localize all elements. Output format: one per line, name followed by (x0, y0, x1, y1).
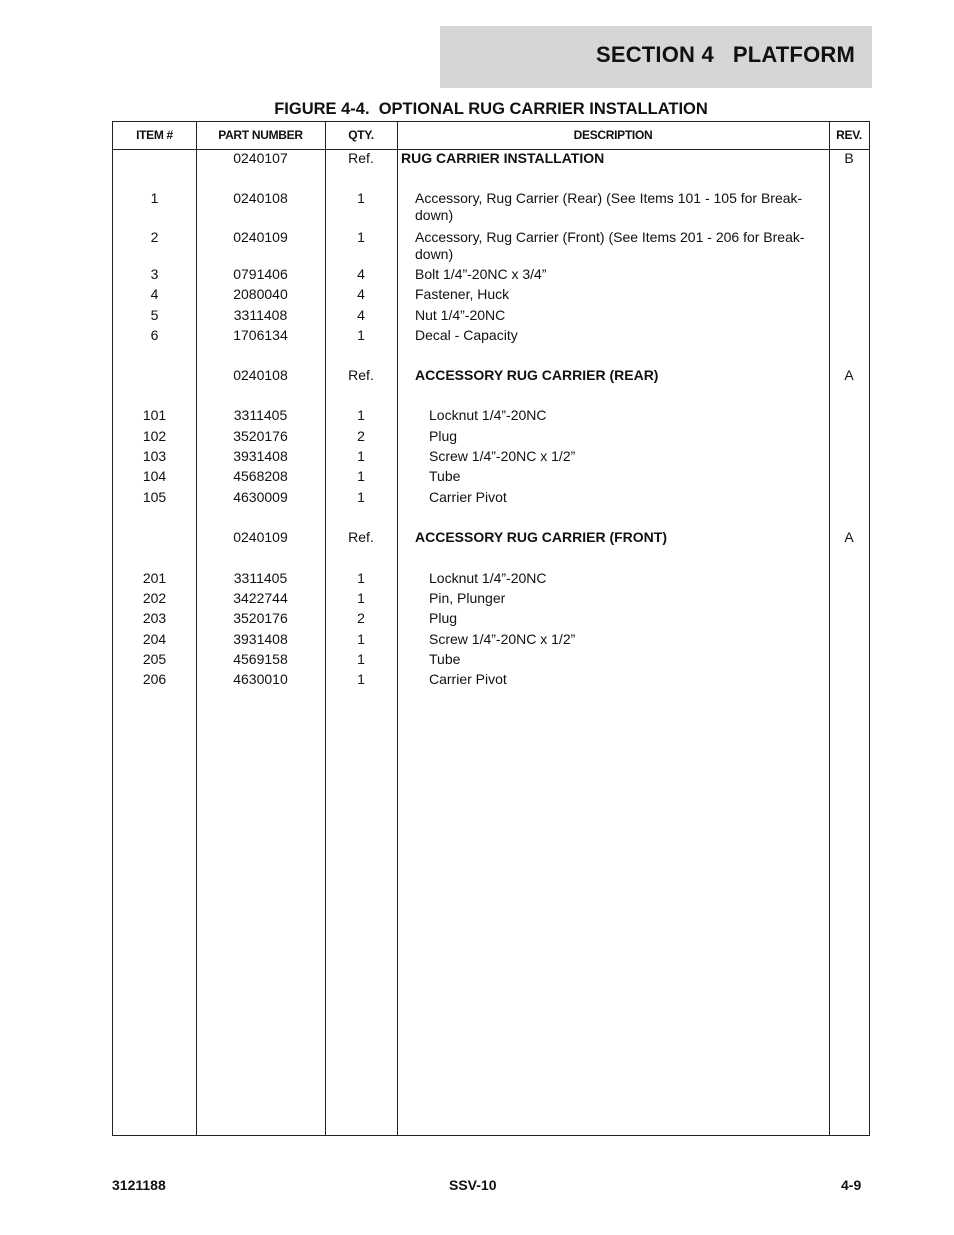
quantity-cell: 1 (357, 190, 365, 206)
description-cell: Plug (429, 428, 458, 444)
part-number-cell: 3311408 (233, 307, 288, 323)
revision-cell: B (844, 150, 854, 166)
part-number-cell: 3422744 (233, 590, 288, 606)
item-number-cell: 3 (150, 266, 159, 282)
part-number-cell: 4630009 (233, 489, 288, 505)
part-number-cell: 4630010 (233, 671, 288, 687)
part-number-cell: 4568208 (233, 468, 288, 484)
quantity-cell: 1 (357, 407, 365, 423)
section-header-box (440, 26, 872, 88)
description-cell: Screw 1/4”-20NC x 1/2” (429, 631, 576, 647)
quantity-cell: 1 (357, 229, 365, 245)
part-number-cell: 2080040 (233, 286, 288, 302)
description-cell: ACCESSORY RUG CARRIER (REAR) (415, 367, 659, 383)
item-number-cell: 6 (150, 327, 159, 343)
quantity-cell: 4 (357, 286, 365, 302)
part-number-cell: 3311405 (233, 570, 288, 586)
quantity-cell: Ref. (348, 367, 374, 383)
item-number-cell: 203 (142, 610, 167, 626)
part-number-cell: 3931408 (233, 631, 288, 647)
quantity-cell: 1 (357, 489, 365, 505)
quantity-cell: 2 (357, 428, 365, 444)
description-cell: Nut 1/4”-20NC (415, 307, 506, 323)
part-number-cell: 0240108 (233, 190, 288, 206)
quantity-cell: Ref. (348, 150, 374, 166)
description-cell: Screw 1/4”-20NC x 1/2” (429, 448, 576, 464)
description-cell: ACCESSORY RUG CARRIER (FRONT) (415, 529, 668, 545)
column-divider (829, 122, 830, 1135)
description-cell: Fastener, Huck (415, 286, 510, 302)
item-number-cell: 102 (142, 428, 167, 444)
part-number-cell: 1706134 (233, 327, 288, 343)
item-number-cell: 101 (142, 407, 167, 423)
description-cell: Pin, Plunger (429, 590, 506, 606)
figure-title: FIGURE 4-4. OPTIONAL RUG CARRIER INSTALLATION (274, 100, 708, 118)
part-number-cell: 0240109 (233, 529, 288, 545)
part-number-cell: 0240109 (233, 229, 288, 245)
item-number-cell: 104 (142, 468, 167, 484)
quantity-cell: 1 (357, 651, 365, 667)
description-cell: Carrier Pivot (429, 489, 507, 505)
part-number-cell: 3520176 (233, 428, 288, 444)
quantity-cell: 1 (357, 468, 365, 484)
description-cell: Tube (429, 468, 461, 484)
item-number-cell: 206 (142, 671, 167, 687)
column-header-part-number: PART NUMBER (218, 128, 303, 142)
item-number-cell: 105 (142, 489, 167, 505)
item-number-cell: 205 (142, 651, 167, 667)
item-number-cell: 5 (150, 307, 159, 323)
item-number-cell: 1 (150, 190, 159, 206)
quantity-cell: 1 (357, 327, 365, 343)
description-cell: Accessory, Rug Carrier (Front) (See Items 201 - 206 for Break-down) (415, 229, 805, 262)
item-number-cell: 4 (150, 286, 159, 302)
description-cell: RUG CARRIER INSTALLATION (401, 150, 605, 166)
section-title: SECTION 4 PLATFORM (595, 42, 855, 67)
quantity-cell: 1 (357, 590, 365, 606)
quantity-cell: 4 (357, 266, 365, 282)
part-number-cell: 0791406 (233, 266, 288, 282)
part-number-cell: 0240108 (233, 367, 288, 383)
quantity-cell: 1 (357, 448, 365, 464)
part-number-cell: 3311405 (233, 407, 288, 423)
description-cell: Bolt 1/4”-20NC x 3/4” (415, 266, 547, 282)
footer-page-number: 4-9 (841, 1177, 862, 1193)
quantity-cell: 2 (357, 610, 365, 626)
quantity-cell: 4 (357, 307, 365, 323)
item-number-cell: 201 (142, 570, 167, 586)
footer-doc-number: 3121188 (112, 1177, 166, 1193)
quantity-cell: 1 (357, 631, 365, 647)
description-cell: Locknut 1/4”-20NC (429, 570, 547, 586)
column-header-item: ITEM # (136, 128, 173, 142)
item-number-cell: 103 (142, 448, 167, 464)
item-number-cell: 204 (142, 631, 167, 647)
item-number-cell: 202 (142, 590, 167, 606)
revision-cell: A (844, 529, 854, 545)
quantity-cell: 1 (357, 570, 365, 586)
description-cell: Plug (429, 610, 458, 626)
column-header-rev: REV. (836, 128, 862, 142)
item-number-cell: 2 (150, 229, 159, 245)
column-header-qty: QTY. (348, 128, 374, 142)
part-number-cell: 3931408 (233, 448, 288, 464)
description-cell: Tube (429, 651, 461, 667)
part-number-cell: 3520176 (233, 610, 288, 626)
footer-model: SSV-10 (449, 1177, 497, 1193)
parts-table (112, 121, 870, 1136)
description-cell: Decal - Capacity (415, 327, 518, 343)
description-cell: Accessory, Rug Carrier (Rear) (See Items 101 - 105 for Break-down) (415, 190, 803, 223)
description-cell: Locknut 1/4”-20NC (429, 407, 547, 423)
quantity-cell: 1 (357, 671, 365, 687)
part-number-cell: 4569158 (233, 651, 288, 667)
description-cell: Carrier Pivot (429, 671, 507, 687)
revision-cell: A (844, 367, 854, 383)
part-number-cell: 0240107 (233, 150, 288, 166)
quantity-cell: Ref. (348, 529, 374, 545)
column-header-description: DESCRIPTION (573, 128, 653, 142)
